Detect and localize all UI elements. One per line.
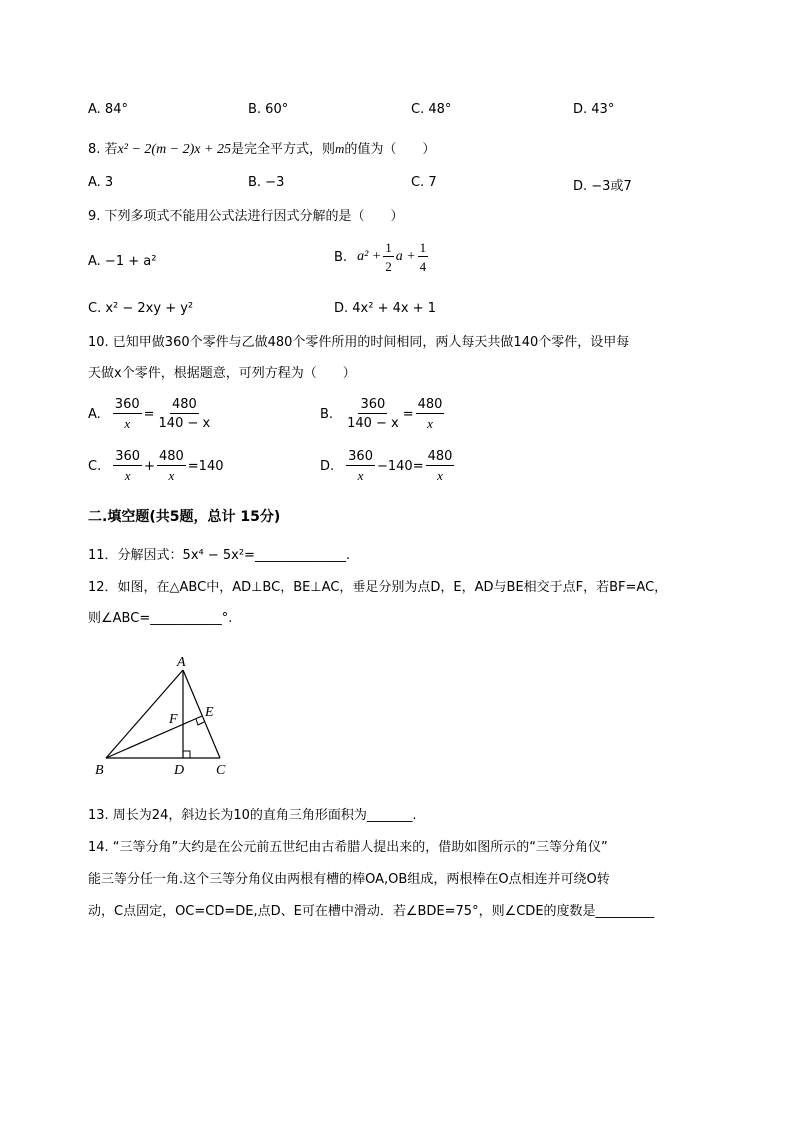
point-label-f: F <box>169 712 178 727</box>
q11-text: 11．分解因式：5x⁴ − 5x²=______________. <box>88 548 351 563</box>
fraction-denominator: x <box>124 416 131 431</box>
fraction <box>345 398 401 430</box>
operator: + <box>144 458 155 474</box>
fraction-denominator: 140 − x <box>347 416 399 431</box>
point-label-d: D <box>174 763 185 778</box>
fraction-denominator: x <box>427 416 433 431</box>
point-label-b: B <box>95 763 104 778</box>
option-label: D. <box>320 458 335 474</box>
option-label: B. <box>320 406 334 422</box>
q7-option-d: D. 43° <box>573 102 615 117</box>
q9-option-b-label: B. <box>334 249 348 265</box>
side-ac <box>183 670 220 758</box>
q8-stem <box>88 138 435 158</box>
q9-option-b-fraction1 <box>383 241 394 273</box>
fraction <box>157 450 186 482</box>
fraction-numerator: 480 <box>427 449 453 464</box>
fraction <box>113 398 142 430</box>
option-label: C. <box>88 458 102 474</box>
q9-option-d: D. 4x² + 4x + 1 <box>334 301 437 316</box>
fraction-numerator: 1 <box>419 240 427 255</box>
section-heading: 二.填空题(共5题，总计 15分) <box>88 509 281 525</box>
q8-option-c: C. 7 <box>411 175 437 190</box>
q9-option-b <box>334 241 430 273</box>
q9-option-b-term1: a² + <box>357 249 382 264</box>
right-angle-marker-d <box>183 751 190 758</box>
q10-option-b <box>320 398 446 430</box>
equation-tail: =140 <box>187 458 224 474</box>
fraction-numerator: 360 <box>115 449 141 464</box>
q8-option-b: B. −3 <box>248 175 285 190</box>
q10-stem-line1: 10. 已知甲做360个零件与乙做480个零件所用的时间相同，两人每天共做140个零件，设甲每 <box>88 335 630 350</box>
q7-option-a: A. 84° <box>88 102 128 117</box>
q14-line1: 14. “三等分角”大约是在公元前五世纪由古希腊人提出来的，借助如图所示的“三等分角仪” <box>88 840 608 855</box>
q12-line2: 则∠ABC=___________°. <box>88 611 233 626</box>
fraction-numerator: 1 <box>385 240 392 255</box>
q10-option-c <box>88 450 224 482</box>
q9-option-a: A. −1 + a² <box>88 254 157 269</box>
q12-line1: 12．如图，在△ABC中，AD⊥BC，BE⊥AC，垂足分别为点D，E，AD与BE相交于点F，若BF=AC， <box>88 580 668 595</box>
operator: = <box>402 406 414 422</box>
q8-option-d: D. −3或7 <box>573 179 632 194</box>
q13-text: 13. 周长为24，斜边长为10的直角三角形面积为_______. <box>88 808 417 823</box>
q9-option-b-fraction2 <box>418 241 429 273</box>
fraction <box>157 398 213 430</box>
q14-line2: 能三等分任一角.这个三等分角仪由两根有槽的棒OA,OB组成，两根棒在O点相连并可绕O转 <box>88 872 610 887</box>
q8-tail: 的值为（ ） <box>344 142 436 157</box>
fraction-numerator: 480 <box>158 449 184 464</box>
q9-stem: 9. 下列多项式不能用公式法进行因式分解的是（ ） <box>88 209 404 224</box>
q8-expression: x² − 2(m − 2)x + 25 <box>117 142 231 157</box>
q10-option-a <box>88 398 214 430</box>
fraction <box>346 450 375 482</box>
point-label-a: A <box>177 655 186 670</box>
q8-option-a: A. 3 <box>88 175 114 190</box>
triangle-figure <box>90 650 250 780</box>
q9-option-c: C. x² − 2xy + y² <box>88 301 194 316</box>
q7-option-c: C. 48° <box>411 102 452 117</box>
equation-middle: −140= <box>376 458 424 474</box>
fraction-denominator: x <box>168 468 175 483</box>
altitude-be <box>106 716 202 758</box>
fraction-denominator: 4 <box>419 259 427 274</box>
fraction-numerator: 360 <box>114 397 140 412</box>
q8-suffix: 是完全平方式，则 <box>230 142 335 157</box>
fraction <box>113 450 142 482</box>
fraction <box>426 450 455 482</box>
right-angle-marker-e <box>196 719 204 725</box>
fraction-numerator: 360 <box>348 449 373 464</box>
fraction-denominator: x <box>437 468 443 483</box>
fraction-denominator: x <box>124 468 131 483</box>
fraction-denominator: 2 <box>385 259 392 274</box>
q9-option-b-term2: a + <box>395 249 416 264</box>
operator: = <box>143 406 155 422</box>
fraction-numerator: 360 <box>360 397 386 412</box>
fraction-numerator: 480 <box>171 397 197 412</box>
fraction-numerator: 480 <box>417 397 443 412</box>
q8-prefix: 8. 若 <box>88 142 118 157</box>
option-label: A. <box>88 406 101 422</box>
fraction-denominator: 140 − x <box>158 416 211 431</box>
point-label-c: C <box>216 763 226 778</box>
fraction-denominator: x <box>357 468 364 483</box>
q14-line3: 动，C点固定，OC=CD=DE,点D、E可在槽中滑动．若∠BDE=75°，则∠CDE的度数是_________ <box>88 904 655 919</box>
q7-option-b: B. 60° <box>248 102 289 117</box>
q10-option-d <box>320 450 456 482</box>
q10-stem-line2: 天做x个零件，根据题意，可列方程为（ ） <box>88 366 356 381</box>
q8-variable: m <box>334 141 345 156</box>
fraction <box>416 398 445 430</box>
point-label-e: E <box>205 705 214 720</box>
